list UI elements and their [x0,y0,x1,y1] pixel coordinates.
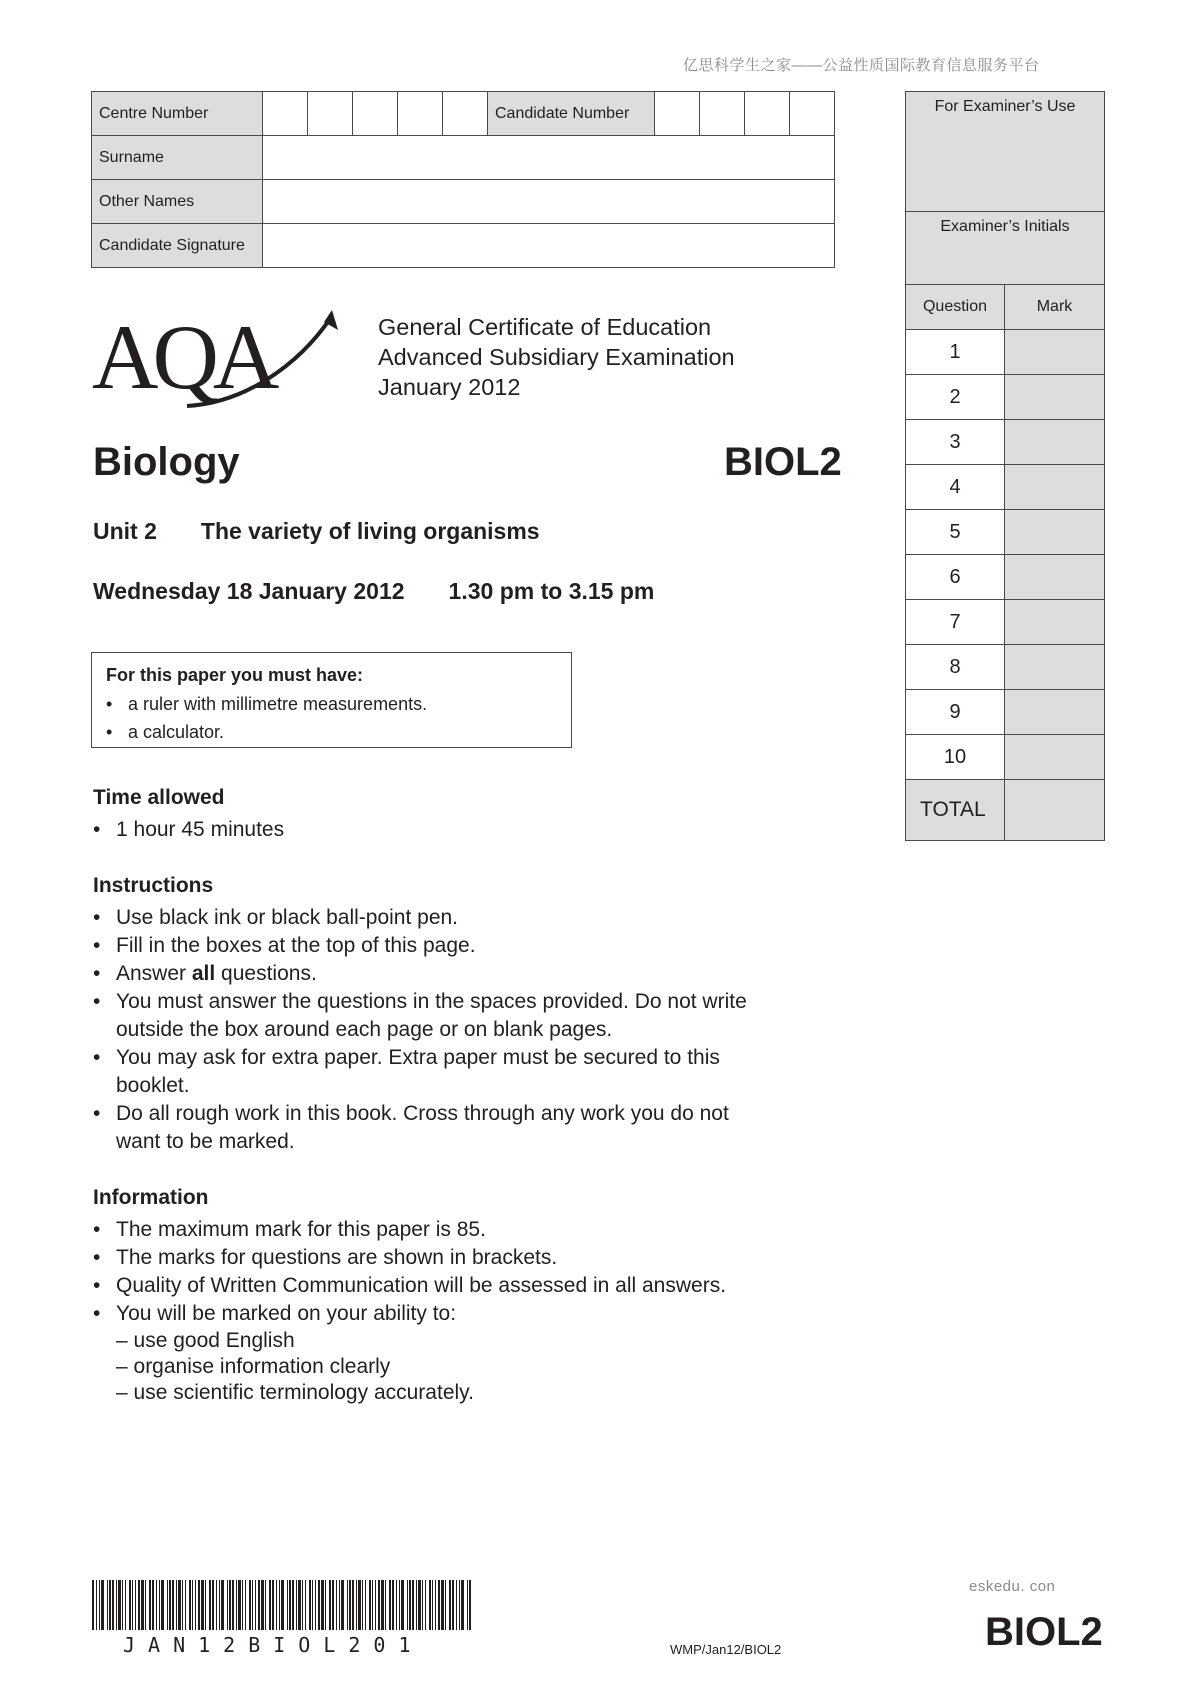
list-item: • You must answer the questions in the spaces provided. Do not write outside the box around each page or on blank pages. [93,990,747,1041]
barcode-bar [287,1580,288,1630]
question-number: 9 [906,690,1005,735]
information-list [93,1216,813,1406]
must-have-title: For this paper you must have: [106,665,364,685]
barcode-bar [276,1580,277,1630]
barcode-bar [132,1580,133,1630]
instructions-title: Instructions [93,874,214,897]
total-label: TOTAL [906,780,1005,841]
candidate-number-box[interactable] [655,92,700,136]
qualification-block [378,312,735,402]
list-item: • Answer all questions. [93,962,317,985]
barcode-bar [332,1580,334,1630]
barcode-bar [298,1580,301,1630]
barcode-bar [422,1580,423,1630]
question-number: 6 [906,555,1005,600]
barcode-bar [122,1580,123,1630]
list-item: • Fill in the boxes at the top of this page. [93,934,476,957]
barcode-bar [176,1580,177,1630]
barcode-bar [461,1580,464,1630]
watermark-top: 亿思科学生之家——公益性质国际教育信息服务平台 [683,57,1040,74]
barcode-bar [385,1580,386,1630]
barcode-bar [449,1580,451,1630]
barcode-text: JAN12BIOL201 [123,1633,424,1657]
barcode-bar [399,1580,400,1630]
barcode-bar [429,1580,431,1630]
mark-cell[interactable] [1005,330,1105,375]
barcode-bar [99,1580,100,1630]
barcode-bar [325,1580,326,1630]
barcode-bar [178,1580,181,1630]
barcode-bar [425,1580,426,1630]
question-number: 10 [906,735,1005,780]
barcode-bar [329,1580,331,1630]
barcode-bar [392,1580,394,1630]
information-title: Information [93,1186,209,1209]
barcode-bar [138,1580,140,1630]
barcode-bar [459,1580,460,1630]
mark-cell[interactable] [1005,645,1105,690]
barcode-bar [365,1580,366,1630]
barcode-bar [416,1580,417,1630]
barcode-bar [362,1580,363,1630]
barcode-bar [189,1580,191,1630]
centre-number-box[interactable] [263,92,308,136]
barcode-bar [452,1580,454,1630]
barcode-bar [192,1580,193,1630]
date-line [93,578,654,605]
question-number: 5 [906,510,1005,555]
barcode-bar [219,1580,220,1630]
centre-number-box[interactable] [443,92,488,136]
list-item: • 1 hour 45 minutes [93,818,285,841]
barcode-bar [149,1580,151,1630]
question-header: Question [906,285,1005,330]
list-item: • Use black ink or black ball-point pen. [93,906,459,929]
barcode-bar [467,1580,468,1630]
barcode-bar [145,1580,146,1630]
barcode-bar [172,1580,174,1630]
list-item: • You may ask for extra paper. Extra paper must be secured to this booklet. [93,1046,720,1097]
barcode-bar [205,1580,206,1630]
must-have-item: • a calculator. [106,718,557,746]
barcode-bar [261,1580,264,1630]
barcode-bar [92,1580,94,1630]
barcode-bar [258,1580,260,1630]
barcode-bar [412,1580,414,1630]
barcode-bar [435,1580,436,1630]
barcode-bar [289,1580,291,1630]
instructions-list [93,904,813,1156]
exam-date: Wednesday 18 January 2012 [93,578,405,604]
candidate-number-label: Candidate Number [488,92,655,136]
barcode-bar [269,1580,271,1630]
qualification-line1: General Certificate of Education [378,314,712,340]
other-names-label: Other Names [92,180,263,224]
barcode-bar [249,1580,251,1630]
barcode-bar [245,1580,246,1630]
must-have-box [91,652,572,748]
question-number: 3 [906,420,1005,465]
barcode-bar [292,1580,294,1630]
barcode-bar [185,1580,186,1630]
list-item: • You will be marked on your ability to: – use good English – organise information clearly – use scientific terminology accurately. [93,1302,474,1404]
paper-code: BIOL2 [724,440,842,484]
barcode-bar [281,1580,284,1630]
centre-number-box[interactable] [308,92,353,136]
list-item: • The marks for questions are shown in brackets. [93,1246,558,1269]
barcode-bar [195,1580,196,1630]
signature-field[interactable] [263,224,835,268]
barcode-bar [107,1580,108,1630]
site-watermark: eskedu. con [969,1578,1056,1595]
candidate-number-box[interactable] [700,92,745,136]
exam-time: 1.30 pm to 3.15 pm [448,578,655,604]
barcode-bar [441,1580,444,1630]
qualification-line2: Advanced Subsidiary Examination [378,344,735,370]
question-number: 4 [906,465,1005,510]
barcode-bar [141,1580,144,1630]
barcode-bar [265,1580,266,1630]
barcode-bar [116,1580,117,1630]
barcode-bar [135,1580,136,1630]
barcode-bar [456,1580,457,1630]
examiner-use-label: For Examiner’s Use [906,92,1105,212]
barcode-bar [407,1580,408,1630]
barcode-bar [242,1580,243,1630]
barcode-bar [238,1580,241,1630]
barcode-bar [339,1580,340,1630]
barcode [92,1580,474,1630]
barcode-bar [318,1580,320,1630]
signature-label: Candidate Signature [92,224,263,268]
list-item: • Quality of Written Communication will be assessed in all answers. [93,1274,727,1297]
unit-number: Unit 2 [93,518,157,544]
barcode-bar [418,1580,421,1630]
unit-title: The variety of living organisms [200,518,540,544]
question-number: 2 [906,375,1005,420]
question-number: 8 [906,645,1005,690]
mark-cell[interactable] [1005,420,1105,465]
total-mark-cell[interactable] [1005,780,1105,841]
barcode-bar [125,1580,126,1630]
barcode-bar [109,1580,111,1630]
barcode-bar [229,1580,231,1630]
mark-header: Mark [1005,285,1105,330]
barcode-bar [409,1580,411,1630]
time-allowed-section [93,786,284,844]
barcode-bar [309,1580,311,1630]
barcode-bar [381,1580,384,1630]
mark-cell[interactable] [1005,510,1105,555]
barcode-bar [336,1580,337,1630]
barcode-bar [169,1580,171,1630]
barcode-bar [279,1580,280,1630]
barcode-bar [445,1580,446,1630]
centre-number-box[interactable] [398,92,443,136]
barcode-bar [96,1580,97,1630]
barcode-bar [349,1580,351,1630]
barcode-bar [161,1580,164,1630]
barcode-bar [232,1580,234,1630]
qualification-line3: January 2012 [378,374,521,400]
centre-number-label: Centre Number [92,92,263,136]
surname-label: Surname [92,136,263,180]
candidate-number-box[interactable] [790,92,835,136]
subject-title: Biology [93,440,240,484]
unit-line [93,518,540,545]
candidate-number-box[interactable] [745,92,790,136]
barcode-bar [378,1580,380,1630]
mark-cell[interactable] [1005,465,1105,510]
aqa-logo [92,308,342,408]
examiner-table [905,91,1105,841]
barcode-bar [358,1580,361,1630]
barcode-bar [341,1580,344,1630]
information-section [93,1186,813,1406]
barcode-bar [182,1580,183,1630]
time-allowed-list [93,816,284,844]
barcode-bar [101,1580,104,1630]
barcode-bar [112,1580,114,1630]
barcode-bar [236,1580,237,1630]
barcode-bar [401,1580,404,1630]
paper-code-bottom: BIOL2 [985,1610,1103,1654]
barcode-bar [167,1580,168,1630]
surname-field[interactable] [263,136,835,180]
barcode-bar [396,1580,397,1630]
barcode-bar [212,1580,214,1630]
barcode-bar [272,1580,274,1630]
question-number: 7 [906,600,1005,645]
barcode-bar [312,1580,313,1630]
barcode-bar [198,1580,200,1630]
time-allowed-title: Time allowed [93,786,225,809]
barcode-bar [372,1580,373,1630]
barcode-bar [315,1580,316,1630]
barcode-bar [469,1580,471,1630]
barcode-bar [216,1580,217,1630]
barcode-bar [321,1580,324,1630]
logo-text: AQA [92,308,274,408]
barcode-bar [369,1580,371,1630]
paper-reference: WMP/Jan12/BIOL2 [670,1642,782,1657]
other-names-field[interactable] [263,180,835,224]
barcode-bar [209,1580,211,1630]
barcode-bar [432,1580,433,1630]
list-item: • Do all rough work in this book. Cross through any work you do not want to be marked. [93,1102,729,1153]
list-item: • The maximum mark for this paper is 85. [93,1218,486,1241]
barcode-bar [356,1580,357,1630]
must-have-item: • a ruler with millimetre measurements. [106,690,557,718]
barcode-bar [159,1580,160,1630]
barcode-bar [152,1580,154,1630]
instructions-section [93,874,813,1156]
mark-cell[interactable] [1005,555,1105,600]
mark-cell[interactable] [1005,375,1105,420]
barcode-bar [227,1580,228,1630]
barcode-bar [156,1580,157,1630]
barcode-bar [201,1580,204,1630]
barcode-bar [252,1580,253,1630]
barcode-bar [347,1580,348,1630]
barcode-bar [221,1580,224,1630]
barcode-bar [129,1580,131,1630]
question-number: 1 [906,330,1005,375]
mark-cell[interactable] [1005,600,1105,645]
barcode-bar [375,1580,376,1630]
barcode-bar [302,1580,303,1630]
mark-cell[interactable] [1005,735,1105,780]
centre-number-box[interactable] [353,92,398,136]
barcode-bar [118,1580,121,1630]
mark-cell[interactable] [1005,690,1105,735]
barcode-bar [296,1580,297,1630]
candidate-details-table [91,91,835,268]
barcode-bar [255,1580,256,1630]
barcode-bar [305,1580,306,1630]
barcode-bar [352,1580,354,1630]
barcode-bar [389,1580,391,1630]
barcode-bar [438,1580,440,1630]
examiner-initials-label: Examiner’s Initials [906,212,1105,285]
